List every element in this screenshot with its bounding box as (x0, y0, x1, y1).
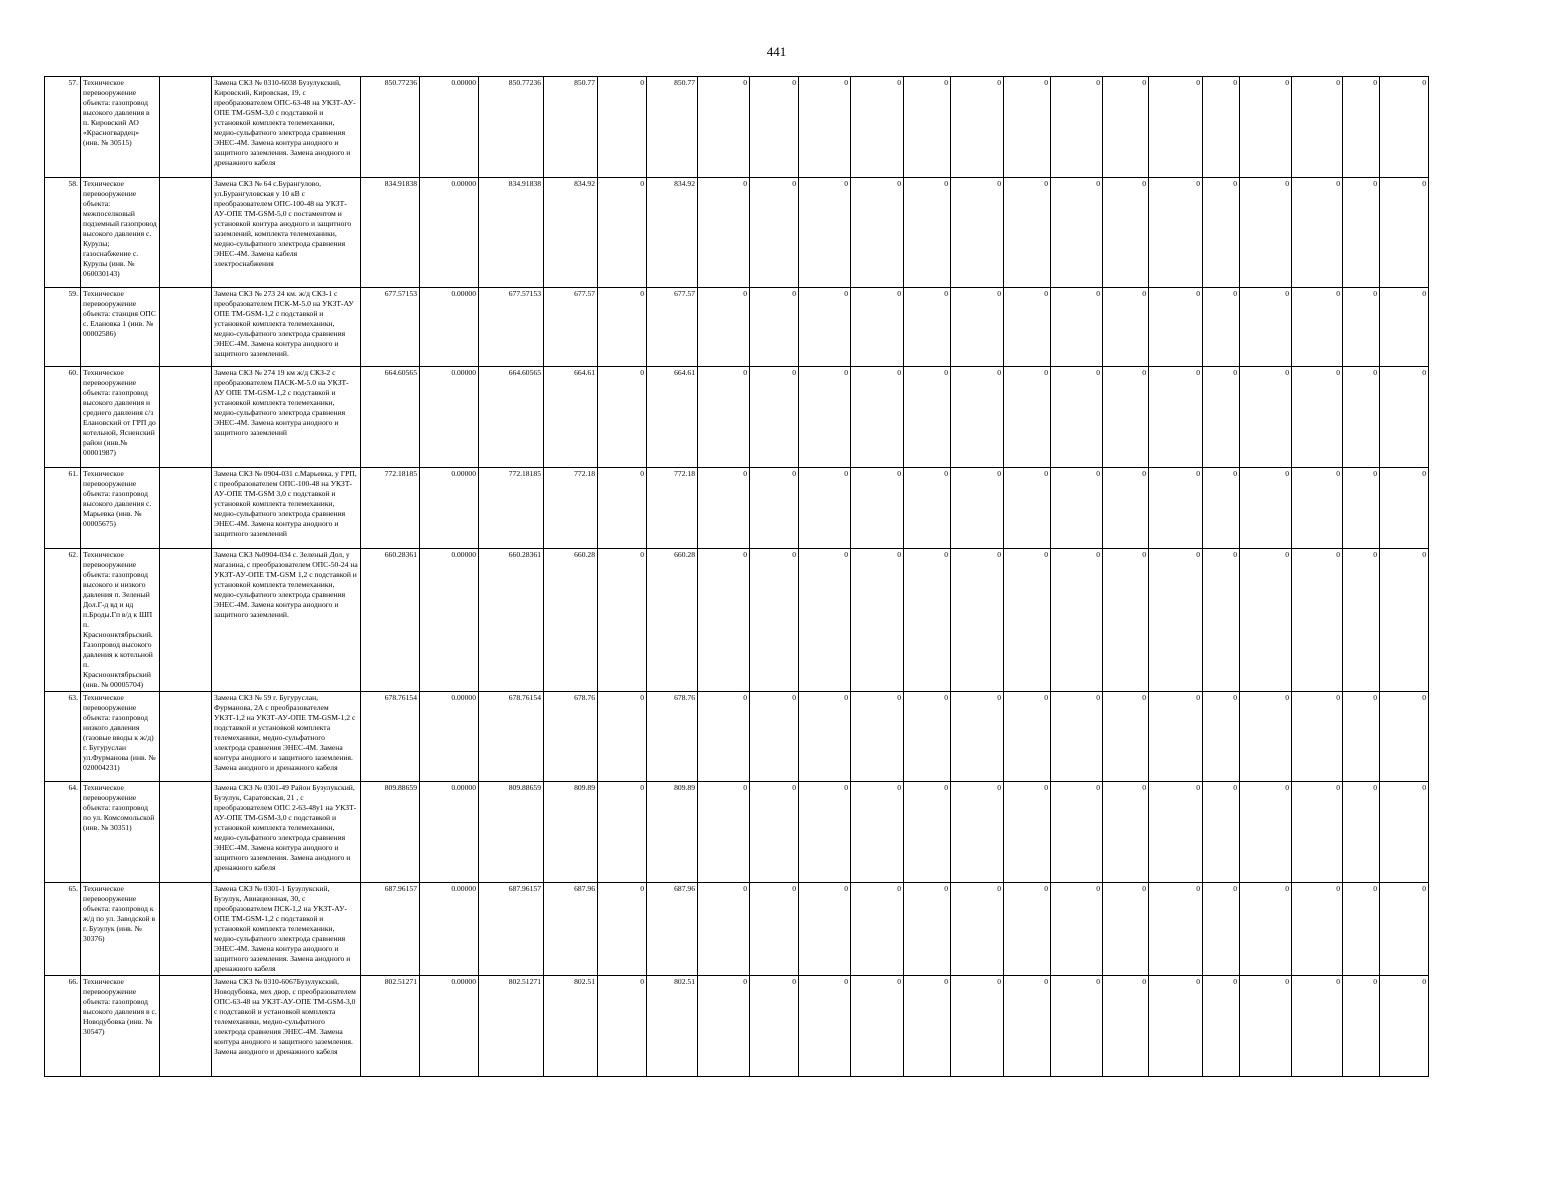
value-cell: 0 (1103, 468, 1149, 549)
value-cell: 677.57 (544, 288, 598, 367)
value-cell: 0.00000 (420, 367, 479, 468)
value-cell: 0 (1240, 468, 1292, 549)
value-cell: 834.92 (544, 178, 598, 288)
value-cell: 0 (799, 549, 851, 692)
value-cell: 772.18185 (479, 468, 544, 549)
value-cell: 0 (851, 367, 904, 468)
value-cell: 0 (951, 976, 1004, 1077)
value-cell: 0 (1149, 178, 1203, 288)
work-description: Замена СКЗ № 274 19 км ж/д СКЗ-2 с преобразователем ПАСК-М-5.0 на УКЗТ-АУ ОПЕ ТМ-GSM-1,2 с подставкой и установкой комплекта телемеханики, медно-сульфатного электрода сравнения ЭНЕС-4М. Замена контура анодного и защитного заземлений (212, 367, 361, 468)
value-cell: 0 (951, 367, 1004, 468)
work-description: Замена СКЗ №0904-034 с. Зеленый Дол, у магазина, с преобразователем ОПС-50-24 на УКЗТ-АУ-ОПЕ ТМ-GSM 1,2 с подставкой и установкой комплекта телемеханики, медно-сульфатного электрода сравнения ЭНЕС-4М. Замена контура анодного и защитного заземлений. (212, 549, 361, 692)
value-cell: 0 (1203, 468, 1240, 549)
value-cell: 0 (750, 288, 799, 367)
value-cell: 0 (1149, 367, 1203, 468)
table-row (45, 549, 1429, 692)
value-cell: 0 (1380, 468, 1429, 549)
value-cell: 660.28361 (479, 549, 544, 692)
value-cell: 0 (1149, 883, 1203, 976)
value-cell: 0 (951, 549, 1004, 692)
value-cell: 0 (1343, 883, 1380, 976)
value-cell: 0 (698, 367, 750, 468)
value-cell: 0 (799, 782, 851, 883)
work-description: Замена СКЗ № 0310-6038 Бузулукский, Кировский, Кировская, 19, с преобразователем ОПС-63-48 на УКЗТ-АУ-ОПЕ ТМ-GSM-3,0 с подставкой и установкой комплекта телемеханики, медно-сульфатного электрода сравнения ЭНЕС-4М. Замена контура анодного и защитного заземления. Замена анодного и дренажного кабеля (212, 77, 361, 178)
value-cell: 0 (1343, 77, 1380, 178)
value-cell: 0 (1343, 549, 1380, 692)
value-cell: 0 (1004, 367, 1051, 468)
row-number: 57. (45, 77, 81, 178)
value-cell: 0 (750, 549, 799, 692)
value-cell: 0.00000 (420, 468, 479, 549)
value-cell: 0 (1103, 77, 1149, 178)
value-cell: 0 (1380, 288, 1429, 367)
value-cell: 0 (904, 549, 951, 692)
value-cell: 0 (1149, 468, 1203, 549)
value-cell: 0 (904, 782, 951, 883)
value-cell: 0 (1103, 782, 1149, 883)
value-cell: 0 (951, 77, 1004, 178)
value-cell: 802.51271 (361, 976, 420, 1077)
table-row (45, 178, 1429, 288)
value-cell: 0 (598, 178, 647, 288)
value-cell: 0 (1149, 288, 1203, 367)
value-cell: 0 (1051, 883, 1103, 976)
value-cell: 809.89 (544, 782, 598, 883)
value-cell: 0 (1380, 549, 1429, 692)
value-cell: 0 (1343, 367, 1380, 468)
value-cell: 0 (1103, 549, 1149, 692)
row-number: 62. (45, 549, 81, 692)
value-cell: 0 (598, 367, 647, 468)
value-cell: 0 (851, 178, 904, 288)
value-cell: 0 (1343, 782, 1380, 883)
table-row (45, 692, 1429, 782)
object-name: Техническое перевооружение объекта: газопровод высокого давления с. Марьевка (инв. № 00005675) (81, 468, 160, 549)
row-number: 63. (45, 692, 81, 782)
empty-cell (160, 288, 212, 367)
value-cell: 850.77236 (361, 77, 420, 178)
value-cell: 0 (951, 468, 1004, 549)
value-cell: 850.77 (647, 77, 698, 178)
value-cell: 809.88659 (479, 782, 544, 883)
row-number: 66. (45, 976, 81, 1077)
value-cell: 0.00000 (420, 77, 479, 178)
value-cell: 0 (1149, 692, 1203, 782)
value-cell: 0 (851, 782, 904, 883)
value-cell: 0 (750, 77, 799, 178)
value-cell: 0 (799, 77, 851, 178)
value-cell: 0 (698, 692, 750, 782)
empty-cell (160, 782, 212, 883)
value-cell: 0 (1103, 692, 1149, 782)
value-cell: 0 (799, 178, 851, 288)
value-cell: 0 (799, 976, 851, 1077)
value-cell: 0 (750, 692, 799, 782)
table-row (45, 367, 1429, 468)
value-cell: 0 (951, 692, 1004, 782)
value-cell: 0 (1051, 367, 1103, 468)
value-cell: 0 (750, 178, 799, 288)
value-cell: 0 (851, 288, 904, 367)
value-cell: 0 (851, 77, 904, 178)
value-cell: 0 (698, 77, 750, 178)
value-cell: 687.96157 (479, 883, 544, 976)
value-cell: 0 (851, 883, 904, 976)
value-cell: 0 (698, 178, 750, 288)
table-row (45, 782, 1429, 883)
value-cell: 850.77236 (479, 77, 544, 178)
object-name: Техническое перевооружение объекта: газопровод по ул. Комсомольской (инв. № 30351) (81, 782, 160, 883)
object-name: Техническое перевооружение объекта: межпоселковый подземный газопровод высокого давления с. Курулы; газоснабжение с. Курулы (инв. № 060030143) (81, 178, 160, 288)
value-cell: 0 (799, 883, 851, 976)
value-cell: 0 (1240, 288, 1292, 367)
work-description: Замена СКЗ № 0904-031 с.Марьевка, у ГРП, с преобразователем ОПС-100-48 на УКЗТ-АУ-ОПЕ ТМ-GSM 3,0 с подставкой и установкой комплекта телемеханики, медно-сульфатного электрода сравнения ЭНЕС-4М. Замена контура анодного и защитного заземлений (212, 468, 361, 549)
value-cell: 0 (598, 782, 647, 883)
value-cell: 0 (1051, 77, 1103, 178)
value-cell: 0 (750, 468, 799, 549)
value-cell: 0 (1051, 468, 1103, 549)
object-name: Техническое перевооружение объекта: газопровод высокого и низкого давления п. Зеленый Дол.Г-д вд и нд п.Броды.Гп в/д к ШП п. Красноонктябрьский. Газопровод высокого давления к котельной п. Красноонктябрьский (инв. № 00005704) (81, 549, 160, 692)
value-cell: 0 (904, 367, 951, 468)
value-cell: 0 (1004, 288, 1051, 367)
value-cell: 809.88659 (361, 782, 420, 883)
value-cell: 772.18 (647, 468, 698, 549)
value-cell: 0 (1004, 468, 1051, 549)
value-cell: 0 (1051, 976, 1103, 1077)
value-cell: 0 (1051, 782, 1103, 883)
object-name: Техническое перевооружение объекта: станция ОПС с. Елановка 1 (инв. № 00002586) (81, 288, 160, 367)
value-cell: 0 (1004, 77, 1051, 178)
value-cell: 0 (598, 288, 647, 367)
work-description: Замена СКЗ № 64 с.Бурангулово, ул.Бурангуловская у 10 кВ с преобразователем ОПС-100-48 на УКЗТ-АУ-ОПЕ ТМ-GSM-5,0 с постаментом и установкой контура анодного и защитного заземлений, комплекта телемеханики, медно-сульфатного электрода сравнения ЭНЕС-4М. Замена кабеля электроснабжения (212, 178, 361, 288)
value-cell: 0 (1203, 976, 1240, 1077)
value-cell: 0 (1004, 976, 1051, 1077)
row-number: 64. (45, 782, 81, 883)
value-cell: 0 (1292, 692, 1343, 782)
value-cell: 0 (1380, 77, 1429, 178)
value-cell: 0 (1292, 976, 1343, 1077)
value-cell: 850.77 (544, 77, 598, 178)
value-cell: 660.28361 (361, 549, 420, 692)
value-cell: 0 (1051, 692, 1103, 782)
work-description: Замена СКЗ № 59 г. Бугуруслан, Фурманова, 2А с преобразователем УКЗТ-1,2 на УКЗТ-АУ-ОПЕ ТМ-GSM-1,2 с подставкой и установкой комплекта телемеханики, медно-сульфатного электрода сравнения ЭНЕС-4М. Замена контура анодного и защитного заземления. Замена анодного и дренажного кабеля (212, 692, 361, 782)
value-cell: 660.28 (647, 549, 698, 692)
work-description: Замена СКЗ № 0301-49 Район Бузулукский, Бузулук, Саратовская, 21 , с преобразователем ОПС 2-63-48у1 на УКЗТ-АУ-ОПЕ ТМ-GSM-3,0 с подставкой и установкой комплекта телемеханики, медно-сульфатного электрода сравнения ЭНЕС-4М. Замена контура анодного и защитного заземления. Замена анодного и дренажного кабеля (212, 782, 361, 883)
empty-cell (160, 692, 212, 782)
value-cell: 0 (598, 883, 647, 976)
value-cell: 0 (1203, 367, 1240, 468)
value-cell: 0 (1380, 782, 1429, 883)
value-cell: 0 (750, 976, 799, 1077)
value-cell: 0 (851, 692, 904, 782)
table-row (45, 468, 1429, 549)
value-cell: 0 (698, 468, 750, 549)
value-cell: 0 (1292, 77, 1343, 178)
value-cell: 0 (904, 77, 951, 178)
value-cell: 0 (1004, 692, 1051, 782)
value-cell: 664.61 (544, 367, 598, 468)
value-cell: 0 (1343, 178, 1380, 288)
value-cell: 0.00000 (420, 692, 479, 782)
object-name: Техническое перевооружение объекта: газопровод к ж/д по ул. Заводской в г. Бузулук (инв. № 30376) (81, 883, 160, 976)
value-cell: 0 (951, 178, 1004, 288)
value-cell: 0 (1240, 976, 1292, 1077)
value-cell: 0 (698, 976, 750, 1077)
value-cell: 809.89 (647, 782, 698, 883)
value-cell: 0 (1240, 692, 1292, 782)
table-row (45, 976, 1429, 1077)
value-cell: 0 (951, 782, 1004, 883)
value-cell: 660.28 (544, 549, 598, 692)
object-name: Техническое перевооружение объекта: газопровод высокого давления и среднего давления с/з Елановский от ГРП до котельной, Ясненский район (инв.№ 00001987) (81, 367, 160, 468)
value-cell: 678.76154 (361, 692, 420, 782)
value-cell: 0 (1380, 976, 1429, 1077)
value-cell: 664.60565 (361, 367, 420, 468)
value-cell: 802.51271 (479, 976, 544, 1077)
value-cell: 0 (1203, 692, 1240, 782)
value-cell: 0 (1004, 178, 1051, 288)
value-cell: 0 (598, 468, 647, 549)
value-cell: 0 (1103, 178, 1149, 288)
value-cell: 687.96157 (361, 883, 420, 976)
value-cell: 0 (1203, 77, 1240, 178)
empty-cell (160, 549, 212, 692)
row-number: 65. (45, 883, 81, 976)
page-number: 441 (766, 44, 787, 59)
value-cell: 0 (1292, 468, 1343, 549)
empty-cell (160, 367, 212, 468)
object-name: Техническое перевооружение объекта: газопровод высокого давления в с. Новодубовка (инв. № 30547) (81, 976, 160, 1077)
value-cell: 0 (1203, 178, 1240, 288)
value-cell: 0 (1292, 178, 1343, 288)
value-cell: 0 (904, 288, 951, 367)
value-cell: 0 (1343, 468, 1380, 549)
value-cell: 0 (1103, 883, 1149, 976)
value-cell: 0 (1380, 367, 1429, 468)
value-cell: 772.18 (544, 468, 598, 549)
value-cell: 0 (1203, 782, 1240, 883)
object-name: Техническое перевооружение объекта: газопровод высокого давления в п. Кировский АО «Красногвардец» (инв. № 30515) (81, 77, 160, 178)
work-description: Замена СКЗ № 273 24 км. ж/д СКЗ-1 с преобразователем ПСК-М-5.0 на УКЗТ-АУ ОПЕ ТМ-GSM-1,2 с подставкой и установкой комплекта телемеханики, медно-сульфатного электрода сравнения ЭНЕС-4М. Замена контура анодного и защитного заземлений. (212, 288, 361, 367)
value-cell: 0 (1240, 782, 1292, 883)
value-cell: 0 (1240, 77, 1292, 178)
value-cell: 802.51 (647, 976, 698, 1077)
value-cell: 0 (851, 468, 904, 549)
value-cell: 0 (904, 692, 951, 782)
value-cell: 834.91838 (361, 178, 420, 288)
value-cell: 0 (598, 77, 647, 178)
value-cell: 0 (1004, 549, 1051, 692)
empty-cell (160, 883, 212, 976)
row-number: 58. (45, 178, 81, 288)
value-cell: 0 (598, 976, 647, 1077)
object-name: Техническое перевооружение объекта: газопровод низкого давления (газовые вводы к ж/д) г. Бугуруслан ул.Фурманова (инв. № 020004231) (81, 692, 160, 782)
table-row (45, 883, 1429, 976)
value-cell: 0 (1004, 782, 1051, 883)
value-cell: 0 (1240, 367, 1292, 468)
value-cell: 834.92 (647, 178, 698, 288)
value-cell: 0 (904, 178, 951, 288)
value-cell: 0 (904, 883, 951, 976)
value-cell: 0 (1380, 178, 1429, 288)
value-cell: 0 (1149, 549, 1203, 692)
value-cell: 664.60565 (479, 367, 544, 468)
value-cell: 677.57153 (361, 288, 420, 367)
value-cell: 0 (598, 549, 647, 692)
value-cell: 0 (1380, 883, 1429, 976)
value-cell: 0 (799, 468, 851, 549)
value-cell: 0.00000 (420, 178, 479, 288)
value-cell: 0 (698, 782, 750, 883)
value-cell: 0 (1343, 976, 1380, 1077)
investment-table (44, 76, 1429, 1077)
row-number: 61. (45, 468, 81, 549)
empty-cell (160, 178, 212, 288)
value-cell: 0 (799, 367, 851, 468)
value-cell: 0 (1103, 367, 1149, 468)
value-cell: 0 (1292, 782, 1343, 883)
work-description: Замена СКЗ № 0301-1 Бузулукский, Бузулук, Авиационная, 30, с преобразователем ПСК-1,2 на УКЗТ-АУ-ОПЕ ТМ-GSM-1,2 с подставкой и установкой комплекта телемеханики, медно-сульфатного электрода сравнения ЭНЕС-4М. Замена контура анодного и защитного заземления. Замена анодного и дренажного кабеля (212, 883, 361, 976)
table-row (45, 288, 1429, 367)
value-cell: 664.61 (647, 367, 698, 468)
row-number: 59. (45, 288, 81, 367)
value-cell: 0 (1292, 288, 1343, 367)
value-cell: 0 (1240, 549, 1292, 692)
value-cell: 0 (1203, 883, 1240, 976)
value-cell: 772.18185 (361, 468, 420, 549)
value-cell: 0.00000 (420, 288, 479, 367)
value-cell: 687.96 (544, 883, 598, 976)
value-cell: 0 (951, 883, 1004, 976)
value-cell: 0 (598, 692, 647, 782)
value-cell: 0 (1343, 288, 1380, 367)
value-cell: 677.57 (647, 288, 698, 367)
value-cell: 0 (1051, 549, 1103, 692)
value-cell: 0 (799, 288, 851, 367)
value-cell: 0 (1103, 976, 1149, 1077)
value-cell: 0.00000 (420, 782, 479, 883)
table-body (45, 77, 1429, 1077)
value-cell: 0 (1149, 976, 1203, 1077)
value-cell: 0 (1149, 77, 1203, 178)
value-cell: 0 (1149, 782, 1203, 883)
value-cell: 0 (698, 549, 750, 692)
value-cell: 0.00000 (420, 549, 479, 692)
value-cell: 0 (1051, 178, 1103, 288)
value-cell: 678.76 (544, 692, 598, 782)
value-cell: 0 (851, 976, 904, 1077)
value-cell: 0 (750, 782, 799, 883)
value-cell: 0 (1292, 367, 1343, 468)
value-cell: 0 (698, 288, 750, 367)
value-cell: 0 (1343, 692, 1380, 782)
empty-cell (160, 77, 212, 178)
value-cell: 0 (1051, 288, 1103, 367)
value-cell: 0 (1004, 883, 1051, 976)
value-cell: 0 (851, 549, 904, 692)
value-cell: 0 (1203, 288, 1240, 367)
value-cell: 0 (698, 883, 750, 976)
value-cell: 802.51 (544, 976, 598, 1077)
value-cell: 0 (904, 468, 951, 549)
value-cell: 678.76 (647, 692, 698, 782)
empty-cell (160, 468, 212, 549)
value-cell: 0 (1203, 549, 1240, 692)
value-cell: 0.00000 (420, 883, 479, 976)
value-cell: 0 (1292, 549, 1343, 692)
value-cell: 0 (1380, 692, 1429, 782)
table-row (45, 77, 1429, 178)
value-cell: 677.57153 (479, 288, 544, 367)
work-description: Замена СКЗ № 0310-6067Бузулукский, Новодубовка, мех двор, с преобразователем ОПС-63-48 на УКЗТ-АУ-ОПЕ ТМ-GSM-3,0 с подставкой и установкой комплекта телемеханики, медно-сульфатного электрода сравнения ЭНЕС-4М. Замена контура анодного и защитного заземления. Замена анодного и дренажного кабеля (212, 976, 361, 1077)
value-cell: 678.76154 (479, 692, 544, 782)
value-cell: 0 (750, 883, 799, 976)
value-cell: 687.96 (647, 883, 698, 976)
value-cell: 0 (1240, 883, 1292, 976)
value-cell: 0 (951, 288, 1004, 367)
value-cell: 0 (1103, 288, 1149, 367)
value-cell: 0 (904, 976, 951, 1077)
row-number: 60. (45, 367, 81, 468)
empty-cell (160, 976, 212, 1077)
value-cell: 0 (799, 692, 851, 782)
value-cell: 0 (1292, 883, 1343, 976)
value-cell: 834.91838 (479, 178, 544, 288)
value-cell: 0 (1240, 178, 1292, 288)
value-cell: 0 (750, 367, 799, 468)
value-cell: 0.00000 (420, 976, 479, 1077)
